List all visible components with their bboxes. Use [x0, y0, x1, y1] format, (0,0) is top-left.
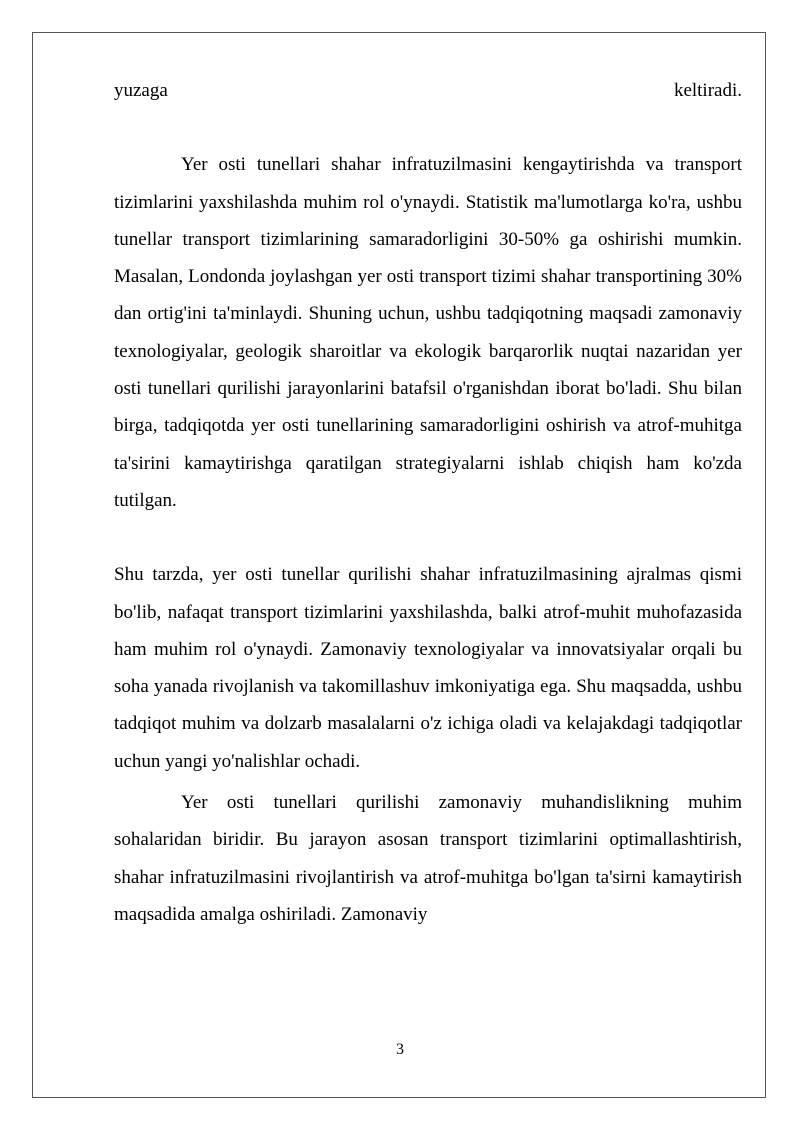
document-body	[114, 72, 742, 933]
paragraph-conclusion: Shu tarzda, yer osti tunellar qurilishi shahar infratuzilmasining ajralmas qismi bo'lib, nafaqat transport tizimlarini yaxshilashda, balki atrof-muhit muhofazasida ham muhim rol o'ynaydi. Zamonaviy texnologiyalar va innovatsiyalar orqali bu soha yanada rivojlanish va takomillashuv imkoniyatiga ega. Shu maqsadda, ushbu tadqiqot muhim va dolzarb masalalarni o'z ichiga oladi va kelajakdagi tadqiqotlar uchun yangi yo'nalishlar ochadi.	[114, 564, 742, 772]
paragraph-continuation: yuzaga keltiradi.	[114, 80, 742, 101]
paragraph-engineering-intro: Yer osti tunellari qurilishi zamonaviy muhandislikning muhim sohalaridan biridir. Bu jarayon asosan transport tizimlarini optimallashtirish, shahar infratuzilmasini rivojlantirish va atrof-muhitga bo'lgan ta'sirni kamaytirish maqsadida amalga oshiriladi. Zamonaviy	[114, 792, 742, 925]
paragraph-tunnel-statistics: Yer osti tunellari shahar infratuzilmasini kengaytirishda va transport tizimlarini yaxshilashda muhim rol o'ynaydi. Statistik ma'lumotlarga ko'ra, ushbu tunellar transport tizimlarining samaradorligini 30-50% ga oshirishi mumkin. Masalan, Londonda joylashgan yer osti transport tizimi shahar transportining 30% dan ortig'ini ta'minlaydi. Shuning uchun, ushbu tadqiqotning maqsadi zamonaviy texnologiyalar, geologik sharoitlar va ekologik barqarorlik nuqtai nazaridan yer osti tunellari qurilishi jarayonlarini batafsil o'rganishdan iborat bo'ladi. Shu bilan birga, tadqiqotda yer osti tunellarining samaradorligini oshirish va atrof-muhitga ta'sirini kamaytirishga qaratilgan strategiyalarni ishlab chiqish ham ko'zda tutilgan.	[114, 154, 742, 511]
page-number: 3	[396, 1041, 404, 1058]
